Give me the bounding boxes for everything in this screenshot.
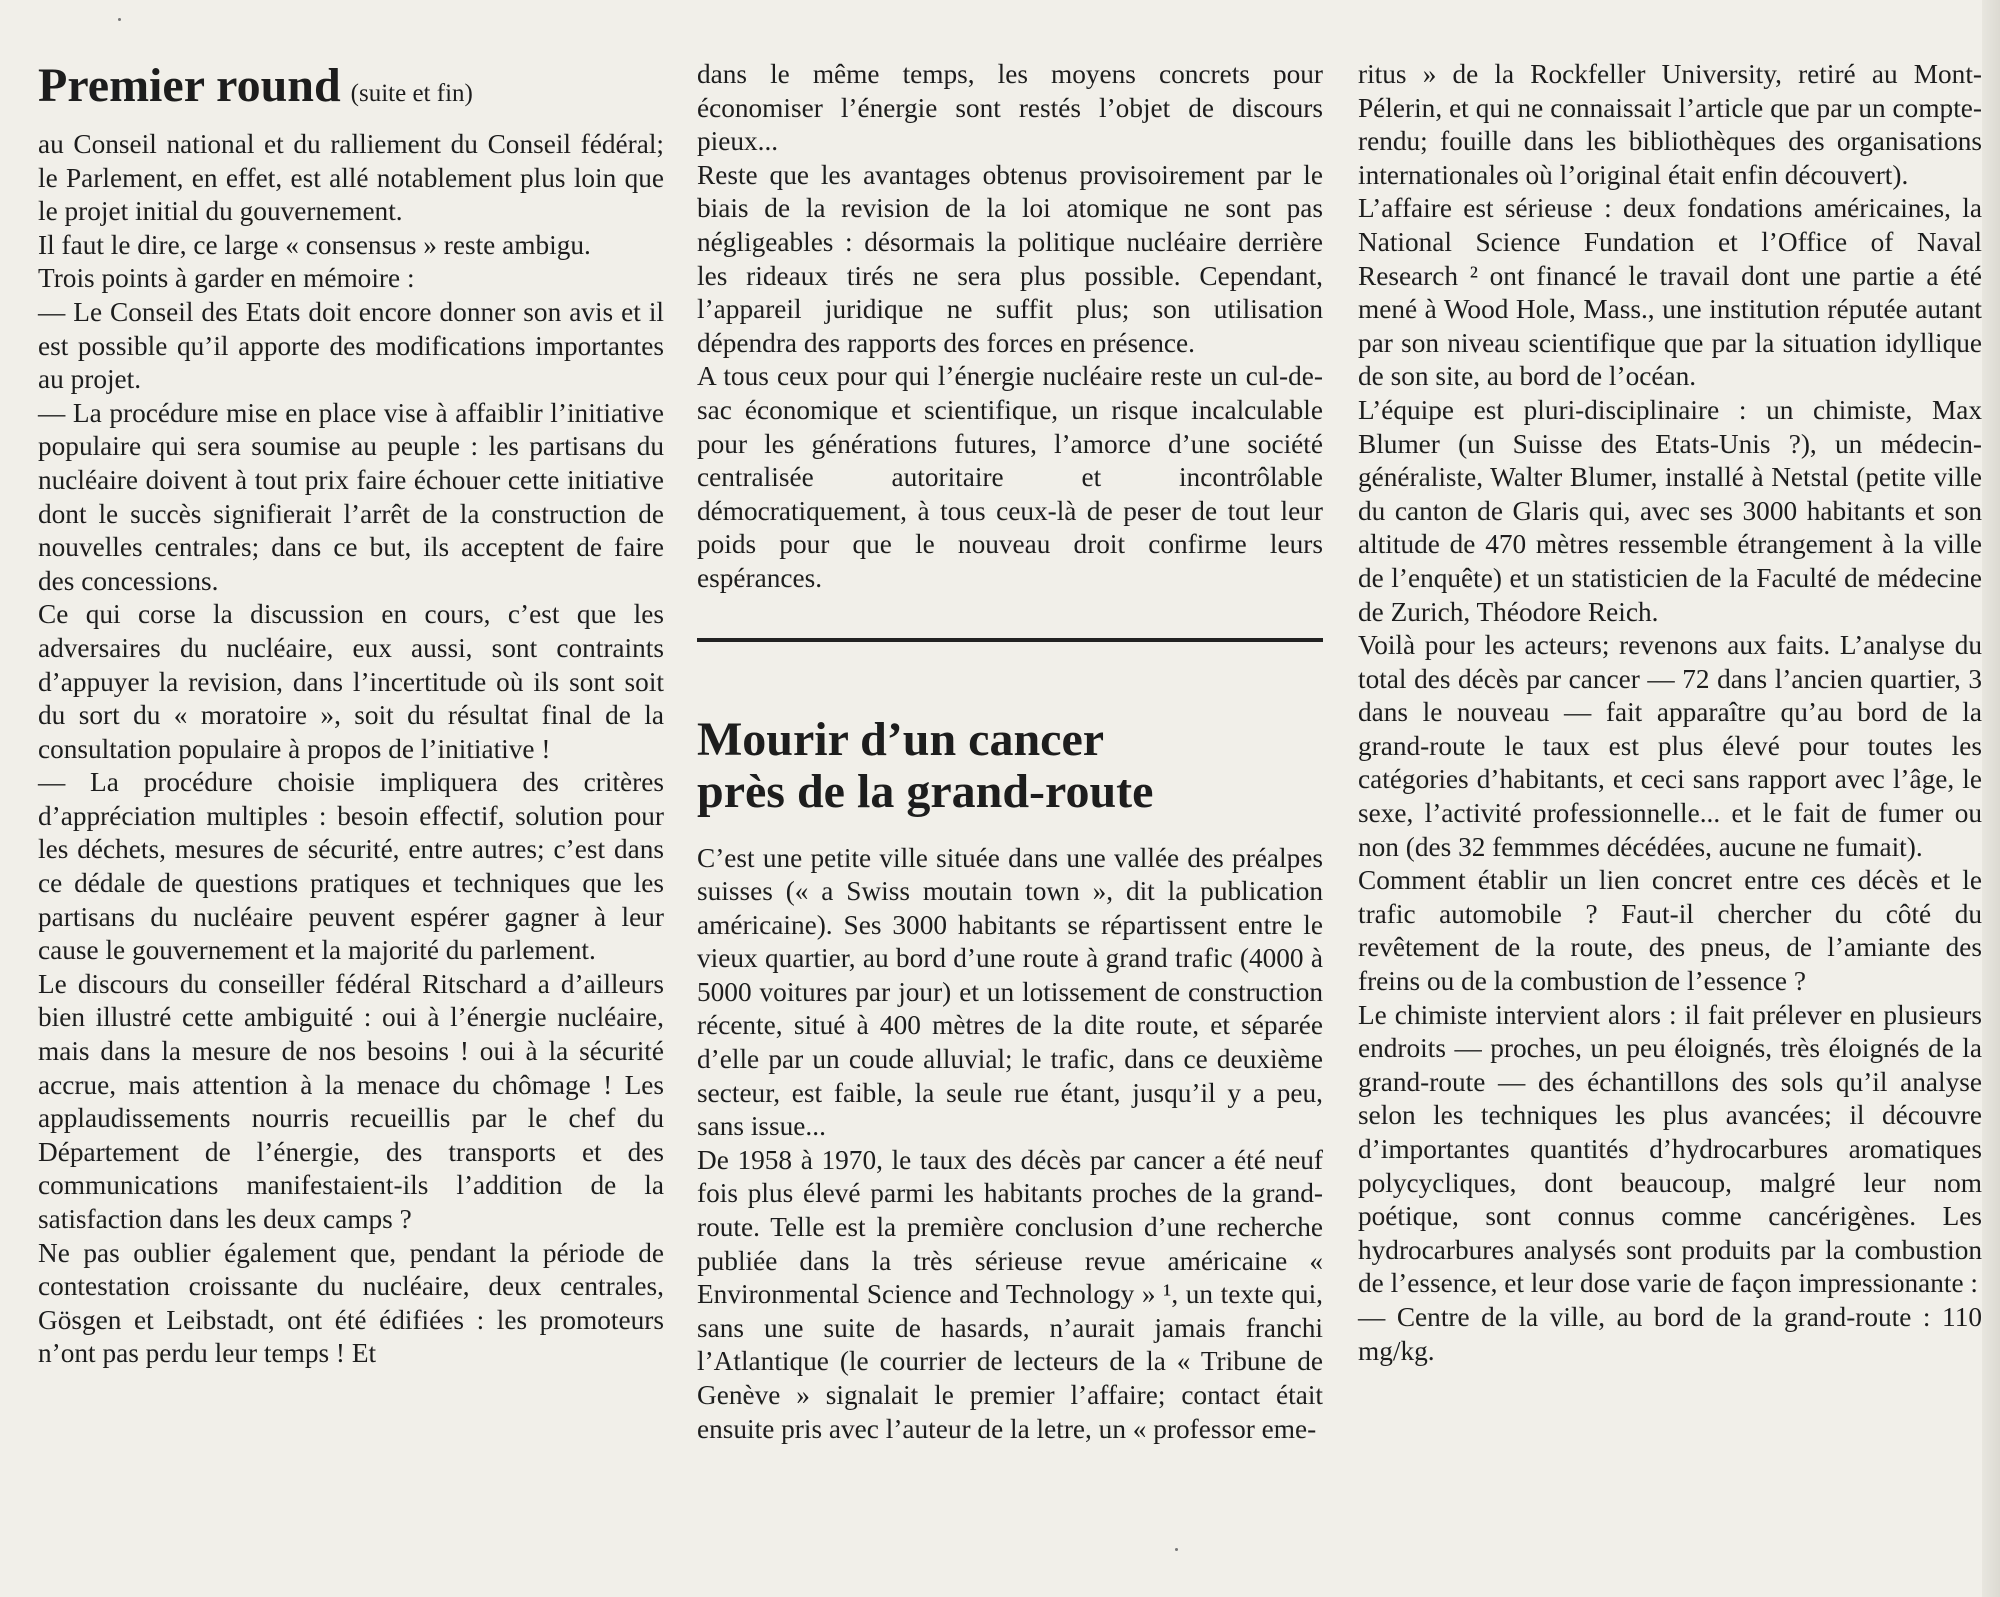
paragraph: Ne pas oublier également que, pendant la période de contestation croissante du nucléaire, deux centrales, Gösgen et Leibstadt, ont été édifiées : les promoteurs n’ont pas perdu leur temps ! Et <box>38 1237 664 1369</box>
title-line-2: près de la grand-route <box>697 764 1154 818</box>
paragraph: Voilà pour les acteurs; revenons aux faits. L’analyse du total des décès par cancer — 72 dans l’ancien quartier, 3 dans le nouveau — fait apparaître qu’au bord de la grand-route le taux est plus élevé pour toutes les catégories d’habitants, et ceci sans rapport avec l’âge, le sexe, l’activité professionnelle... et le fait de fumer ou non (des 32 femmmes décédées, aucune ne fumait). <box>1358 630 1982 862</box>
paragraph: Reste que les avantages obtenus provisoirement par le biais de la revision de la loi atomique ne sont pas négligeables : désormais la politique nucléaire derrière les rideaux tirés ne sera plus possible. Cependant, l’appareil juridique ne suffit plus; son utilisation dépendra des rapports des forces en présence. <box>697 159 1323 358</box>
paragraph: Trois points à garder en mémoire : <box>38 263 415 294</box>
paragraph: — La procédure mise en place vise à affaiblir l’initiative populaire qui sera soumise au peuple : les partisans du nucléaire doivent à tout prix faire échouer cette initiative dont le succès signifierait l’arrêt de la construction de nouvelles centrales; dans ce but, ils acceptent de faire des concessions. <box>38 397 664 596</box>
print-speck <box>118 18 121 21</box>
paragraph: C’est une petite ville située dans une vallée des préalpes suisses (« a Swiss moutain town », dit la publication américaine). Ses 3000 habitants se répartissent entre le vieux quartier, au bord d’une route à grand trafic (4000 à 5000 voitures par jour) et un lotissement de construction récente, situé à 400 mètres de la dite route, et séparée d’elle par un coude alluvial; le trafic, dans ce deuxième secteur, est faible, la seule rue étant, jusqu’il y a peu, sans issue... <box>697 842 1323 1142</box>
paragraph: Le chimiste intervient alors : il fait prélever en plusieurs endroits — proches, un peu éloignés, très éloignés de la grand-route — des échantillons des sols qu’il analyse selon les techniques les plus avancées; il découvre d’importantes quantités d’hydrocarbures aromatiques polycycliques, dont beaucoup, malgré leur nom poétique, sont connus comme cancérigènes. Les hydrocarbures analysés sont produits par la combustion de l’essence, et leur dose varie de façon impressionante : <box>1358 999 1982 1299</box>
paragraph: au Conseil national et du ralliement du Conseil fédéral; le Parlement, en effet, est allé notablement plus loin que le projet initial du gouvernement. <box>38 129 664 227</box>
title-text: Premier round <box>38 59 341 112</box>
paragraph: De 1958 à 1970, le taux des décès par cancer a été neuf fois plus élevé parmi les habitants proches de la grand-route. Telle est la première conclusion d’une recherche publiée dans la très sérieuse revue américaine « Environmental Science and Technology » ¹, un texte qui, sans une suite de hasards, n’aurait jamais franchi l’Atlantique (le courrier de lecteurs de la « Tribune de Genève » signalait le premier l’affaire; contact était ensuite pris avec l’auteur de la letre, un « professor eme- <box>697 1144 1323 1444</box>
column-1 <box>38 58 664 1371</box>
title-subtitle: (suite et fin) <box>350 80 473 107</box>
column-2 <box>697 58 1323 1446</box>
paragraph: A tous ceux pour qui l’énergie nucléaire reste un cul-de-sac économique et scientifique, un risque incalculable pour les générations futures, l’amorce d’une société centralisée autoritaire et incontrôlable démocratiquement, à tous ceux-là de peser de tout leur poids pour que le nouveau droit confirme leurs espérances. <box>697 361 1323 593</box>
paragraph: Il faut le dire, ce large « consensus » reste ambigu. <box>38 229 591 260</box>
paragraph: L’affaire est sérieuse : deux fondations américaines, la National Science Fundation et l’Office of Naval Research ² ont financé le travail dont une partie a été mené à Wood Hole, Mass., une institution réputée autant par son niveau scientifique que par la situation idyllique de son site, au bord de l’océan. <box>1358 193 1982 392</box>
paragraph: Ce qui corse la discussion en cours, c’est que les adversaires du nucléaire, eux aussi, sont contraints d’appuyer la revision, dans l’incertitude où ils sont soit du sort du « moratoire », soit du résultat final de la consultation populaire à propos de l’initiative ! <box>38 599 664 764</box>
paragraph: — Centre de la ville, au bord de la grand-route : 110 mg/kg. <box>1358 1301 1982 1366</box>
paragraph: ritus » de la Rockfeller University, retiré au Mont-Pélerin, et qui ne connaissait l’article que par un compte-rendu; fouille dans les bibliothèques des organisations internationales où l’original était enfin découvert). <box>1358 59 1982 190</box>
paragraph: dans le même temps, les moyens concrets pour économiser l’énergie sont restés l’objet de discours pieux... <box>697 59 1323 157</box>
page-edge-shadow <box>1982 0 2000 1597</box>
title-line-1: Mourir d’un cancer <box>697 712 1105 766</box>
section-divider-rule <box>697 638 1323 642</box>
paragraph: Comment établir un lien concret entre ces décès et le trafic automobile ? Faut-il chercher du côté du revêtement de la route, des pneus, de l’amiante des freins ou de la combustion de l’essence ? <box>1358 865 1982 997</box>
paragraph: L’équipe est pluri-disciplinaire : un chimiste, Max Blumer (un Suisse des Etats-Unis ?), un médecin-généraliste, Walter Blumer, installé à Netstal (petite ville du canton de Glaris qui, avec ses 3000 habitants et son altitude de 470 mètres ressemble étrangement à la ville de l’enquête) et un statisticien de la Faculté de médecine de Zurich, Théodore Reich. <box>1358 394 1982 627</box>
article-title-premier-round <box>38 58 664 122</box>
paragraph: Le discours du conseiller fédéral Ritschard a d’ailleurs bien illustré cette ambiguité : oui à l’énergie nucléaire, mais dans la mesure de nos besoins ! oui à la sécurité accrue, mais attention à la menace du chômage ! Les applaudissements nourris recueillis par le chef du Département de l’énergie, des transports et des communications manifestaient-ils l’addition de la satisfaction dans les deux camps ? <box>38 968 664 1234</box>
print-speck <box>1175 1548 1178 1551</box>
paragraph: — La procédure choisie impliquera des critères d’appréciation multiples : besoin effectif, solution pour les déchets, mesures de sécurité, entre autres; c’est dans ce dédale de questions pratiques et techniques que les partisans du nucléaire peuvent espérer gagner à leur cause le gouvernement et la majorité du parlement. <box>38 767 664 966</box>
paragraph: — Le Conseil des Etats doit encore donner son avis et il est possible qu’il apporte des modifications importantes au projet. <box>38 296 664 395</box>
column-3 <box>1358 58 1982 1368</box>
article-title-mourir-cancer <box>697 714 1323 818</box>
